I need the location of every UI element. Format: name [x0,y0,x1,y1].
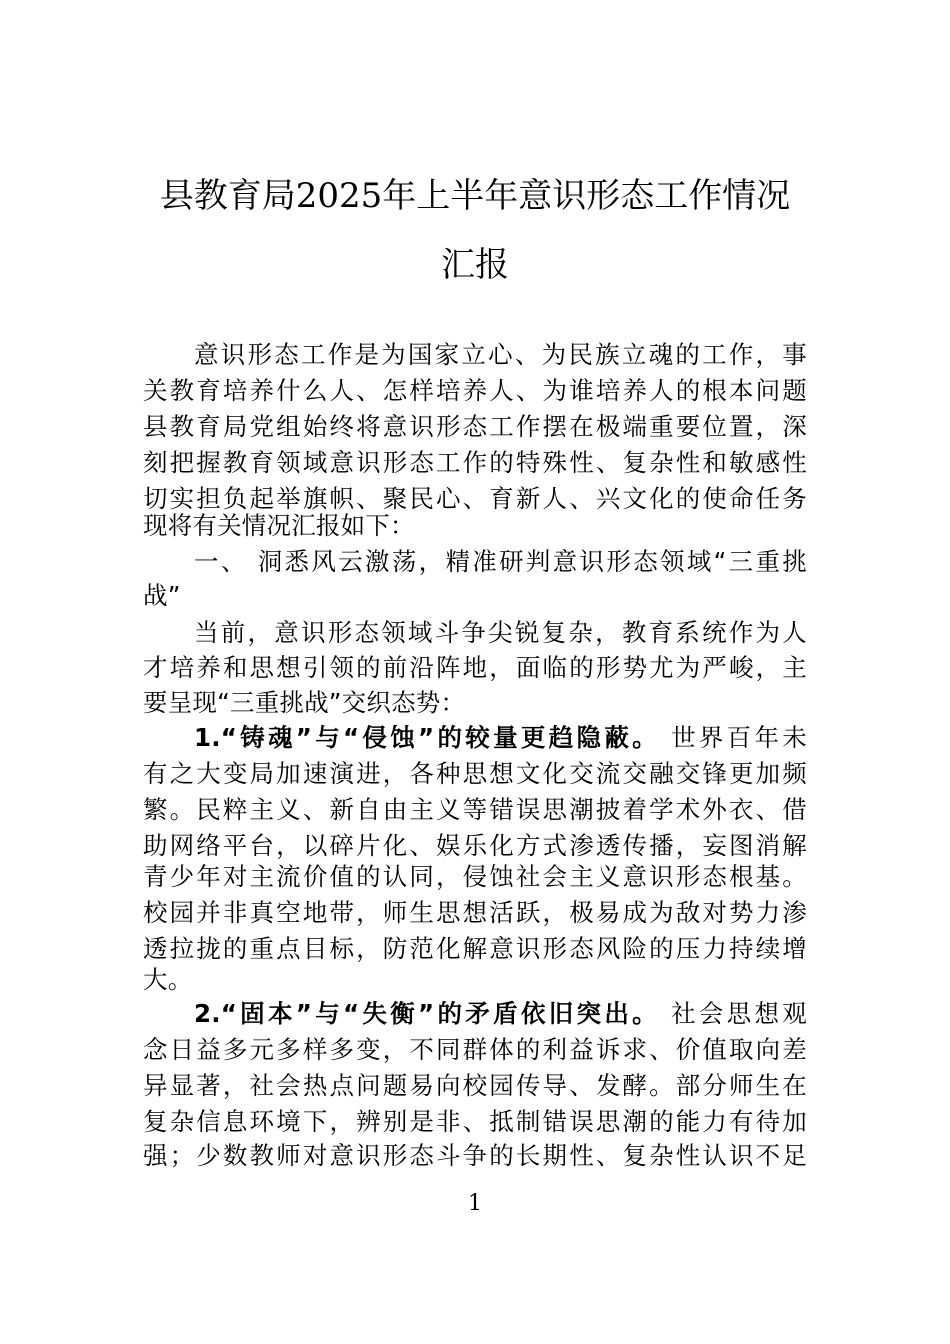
section-heading-line: 一、 洞悉风云激荡，精准研判意识形态领域“三重挑 [194,547,807,576]
point-1-line: 校园并非真空地带，师生思想活跃，极易成为敌对势力渗 [143,898,807,927]
section-intro-line: 要呈现“三重挑战”交织态势： [143,688,466,717]
point-1-line: 大。 [143,965,193,994]
intro-line: 现将有关情况汇报如下： [143,511,415,540]
page-number: 1 [468,1191,482,1216]
section-heading-line: 战” [143,581,181,610]
point-2-line: 复杂信息环境下，辨别是非、抵制错误思潮的能力有待加 [143,1107,807,1136]
point-1-first-line [194,720,807,756]
intro-line: 关教育培养什么人、怎样培养人、为谁培养人的根本问题 [143,376,807,405]
point-1-line: 繁。民粹主义、新自由主义等错误思潮披着学术外衣、借 [143,795,807,824]
point-2-first-line [194,996,807,1032]
point-2-lead-text: 社会思想观 [671,999,808,1028]
intro-line: 意识形态工作是为国家立心、为民族立魂的工作，事 [194,340,807,369]
point-1-lead-text: 世界百年未 [671,723,808,752]
intro-line: 切实担负起举旗帜、聚民心、育新人、兴文化的使命任务 [143,484,807,513]
point-1-line: 青少年对主流价值的认同，侵蚀社会主义意识形态根基。 [143,862,807,891]
section-intro-line: 才培养和思想引领的前沿阵地，面临的形势尤为严峻，主 [143,653,807,682]
point-2-heading: 2.“固本”与“失衡”的矛盾依旧突出。 [194,999,660,1028]
section-intro-line: 当前，意识形态领域斗争尖锐复杂，教育系统作为人 [194,618,807,647]
point-1-line: 透拉拢的重点目标，防范化解意识形态风险的压力持续增 [143,934,807,963]
point-2-line: 念日益多元多样多变，不同群体的利益诉求、价值取向差 [143,1035,807,1064]
point-2-line: 强；少数教师对意识形态斗争的长期性、复杂性认识不足 [143,1141,807,1170]
document-title-line-1: 县教育局2025年上半年意识形态工作情况 [159,176,791,216]
point-2-line: 异显著，社会热点问题易向校园传导、发酵。部分师生在 [143,1071,807,1100]
document-title-line-2: 汇报 [441,245,509,285]
point-1-line: 有之大变局加速演进，各种思想文化交流交融交锋更加频 [143,759,807,788]
intro-line: 刻把握教育领域意识形态工作的特殊性、复杂性和敏感性 [143,448,807,477]
intro-line: 县教育局党组始终将意识形态工作摆在极端重要位置，深 [143,412,807,441]
point-1-heading: 1.“铸魂”与“侵蚀”的较量更趋隐蔽。 [194,723,660,752]
point-1-line: 助网络平台，以碎片化、娱乐化方式渗透传播，妄图消解 [143,831,807,860]
